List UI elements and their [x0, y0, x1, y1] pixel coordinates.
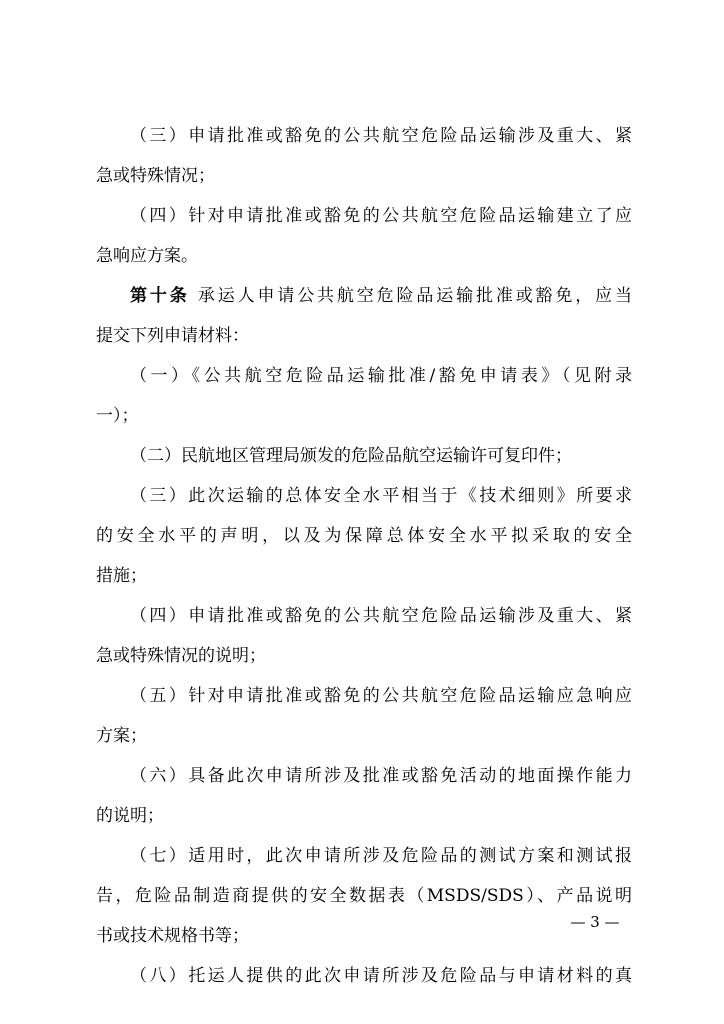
item-7-line-1: （七）适用时，此次申请所涉及危险品的测试方案和测试报 — [130, 846, 632, 866]
item-5-line-1: （五）针对申请批准或豁免的公共航空危险品运输应急响应 — [130, 686, 632, 706]
article-10-line-2: 提交下列申请材料： — [96, 326, 249, 346]
item-4-line-2: 急或特殊情况的说明； — [96, 646, 266, 666]
item-3-line-1: （三）此次运输的总体安全水平相当于《技术细则》所要求 — [130, 486, 632, 506]
item-2-line-1: （二）民航地区管理局颁发的危险品航空运输许可复印件； — [130, 446, 572, 466]
item-7-line-3: 书或技术规格书等； — [96, 926, 249, 946]
paragraph-line-1: （三）申请批准或豁免的公共航空危险品运输涉及重大、紧 — [130, 126, 632, 146]
item-8-line-1: （八）托运人提供的此次申请所涉及危险品与申请材料的真 — [130, 966, 632, 986]
item-3-line-3: 措施； — [96, 566, 147, 586]
page-number: — 3 — — [570, 913, 620, 931]
article-10-line-1 — [130, 276, 632, 316]
item-4-line-1: （四）申请批准或豁免的公共航空危险品运输涉及重大、紧 — [130, 606, 632, 626]
article-10-text: 承运人申请公共航空危险品运输批准或豁免，应当 — [197, 286, 632, 306]
paragraph-line-4: 急响应方案。 — [96, 246, 198, 266]
item-7-line-2: 告，危险品制造商提供的安全数据表（MSDS/SDS）、产品说明 — [96, 886, 632, 906]
paragraph-line-2: 急或特殊情况； — [96, 166, 215, 186]
article-label: 第十条 — [130, 286, 190, 306]
item-3-line-2: 的安全水平的声明，以及为保障总体安全水平拟采取的安全 — [96, 526, 632, 546]
item-6-line-1: （六）具备此次申请所涉及批准或豁免活动的地面操作能力 — [130, 766, 632, 786]
item-1-line-1: （一）《公共航空危险品运输批准/豁免申请表》（见附录 — [130, 366, 632, 386]
item-5-line-2: 方案； — [96, 726, 147, 746]
paragraph-line-3: （四）针对申请批准或豁免的公共航空危险品运输建立了应 — [130, 206, 632, 226]
item-1-line-2: 一）； — [96, 406, 139, 426]
item-6-line-2: 的说明； — [96, 806, 164, 826]
